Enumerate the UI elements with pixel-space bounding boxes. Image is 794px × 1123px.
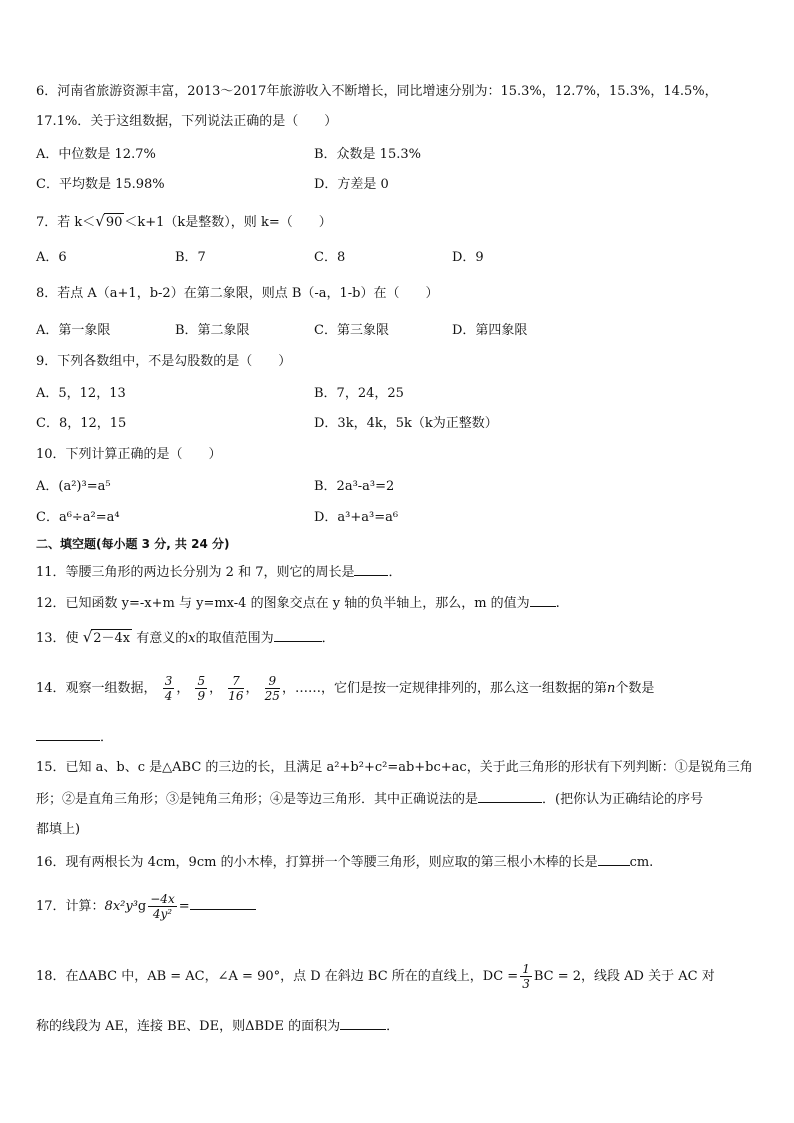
q14-var: n	[606, 681, 616, 696]
frac-numerator: 1	[522, 962, 530, 976]
q7-option-a: A．6	[36, 250, 67, 265]
q9-option-d: D．3k，4k，5k（k为正整数）	[314, 416, 498, 431]
q17	[36, 888, 256, 926]
q9-stem: 9．下列各数组中，不是勾股数的是（ ）	[36, 354, 292, 369]
q13-mid: 有意义的	[136, 631, 189, 646]
frac-denominator: 3	[522, 977, 530, 991]
sqrt-icon: √	[95, 212, 105, 230]
q8-stem: 8．若点 A（a+1，b-2）在第二象限，则点 B（-a，1-b）在（ ）	[36, 286, 439, 301]
q9-option-a: A．5，12，13	[36, 386, 126, 401]
q14-post: ，……，它们是按一定规律排列的，那么这一组数据的第	[281, 681, 607, 696]
answer-blank[interactable]	[530, 594, 556, 607]
answer-blank[interactable]	[340, 1017, 386, 1030]
q7-stem	[36, 212, 332, 232]
sqrt-icon: √	[82, 628, 93, 646]
q14-frac-2	[195, 674, 207, 703]
q14: 14．观察一组数据， $\frac{3}{4}$ ， $\frac{5}{9}$ ， $\frac{7}{16}$ ， $\frac{9}{25}$ ，……，它们是按一定规律排列的，那么这一组数据的第n个数是	[36, 674, 655, 703]
q14-frac-4	[265, 674, 280, 703]
q17-eq: =	[178, 899, 190, 914]
q13	[36, 628, 335, 648]
q6-option-d: D．方差是 0	[314, 177, 389, 192]
frac-numerator: 7	[228, 674, 243, 689]
q14-frac-3	[228, 674, 243, 703]
frac-denominator: 25	[264, 689, 280, 703]
q10-option-c: C．a⁶÷a²=a⁴	[36, 510, 120, 525]
q18-end: ．	[386, 1019, 400, 1034]
q7-post: ＜k+1（k是整数），则 k=（ ）	[124, 215, 332, 230]
q15-line2	[36, 790, 703, 809]
q8-option-c: C．第三象限	[314, 323, 389, 338]
q18-line1	[36, 958, 715, 996]
q18-line1-pre: 18．在ΔABC 中，AB = AC，∠A = 90°，点 D 在斜边 BC 所在的直线上，DC =	[36, 969, 519, 984]
q18-frac	[520, 962, 532, 991]
q6-option-a: A．中位数是 12.7%	[36, 147, 156, 162]
q7-radicand: 90	[105, 215, 123, 230]
q11-end: ．	[388, 565, 402, 580]
q15-line3: 都填上)	[36, 822, 81, 837]
q17-expr: 8x²y³	[104, 899, 138, 914]
q10-option-b: B．2a³-a³=2	[314, 479, 395, 494]
q14-frac-1	[163, 674, 175, 703]
frac-denominator: 16	[228, 689, 244, 703]
q16-end: cm.	[629, 855, 654, 870]
answer-blank[interactable]	[354, 563, 388, 576]
q9-option-b: B．7，24，25	[314, 386, 404, 401]
q18-line1-post: BC = 2，线段 AD 关于 AC 对	[533, 969, 715, 984]
q6-line2: 17.1%．关于这组数据，下列说法正确的是（ ）	[36, 114, 338, 129]
q17-pre: 17．计算：	[36, 899, 105, 914]
q12-text: 12．已知函数 y=-x+m 与 y=mx-4 的图象交点在 y 轴的负半轴上，那么，m 的值为	[36, 596, 530, 611]
q14-post2: 个数是	[615, 681, 655, 696]
q7-option-b: B．7	[175, 250, 206, 265]
q12-end: .	[555, 596, 560, 611]
q8-option-b: B．第二象限	[175, 323, 250, 338]
q16-text: 16．现有两根长为 4cm，9cm 的小木棒，打算拼一个等腰三角形，则应取的第三根小木棒的长是	[36, 855, 598, 870]
q10-option-a: A．(a²)³=a⁵	[36, 479, 111, 494]
frac-numerator: 5	[197, 674, 206, 688]
section-heading: 二、填空题(每小题 3 分, 共 24 分)	[36, 537, 230, 551]
q10-option-d: D．a³+a³=a⁶	[314, 510, 399, 525]
answer-blank[interactable]	[478, 790, 542, 803]
frac-denominator: 4	[164, 689, 173, 703]
q15-line2-post: ．(把你认为正确结论的序号	[542, 792, 704, 807]
q15-line2-pre: 形；②是直角三角形；③是钝角三角形；④是等边三角形．其中正确说法的是	[36, 792, 479, 807]
q14-end: ．	[100, 730, 114, 745]
q17-frac	[148, 892, 176, 921]
q18-line2	[36, 1017, 399, 1036]
q14-answer-line	[36, 728, 113, 747]
answer-blank[interactable]	[36, 728, 100, 741]
q13-end: ．	[321, 631, 335, 646]
q6-line1: 6．河南省旅游资源丰富，2013～2017年旅游收入不断增长，同比增速分别为：15.3%，12.7%，15.3%，14.5%，	[36, 84, 718, 99]
answer-blank[interactable]	[190, 897, 256, 910]
q13-post: 的取值范围为	[195, 631, 274, 646]
q13-pre: 13．使	[36, 631, 79, 646]
q7-pre: 7．若 k＜	[36, 215, 96, 230]
q17-g: g	[137, 899, 147, 914]
frac-numerator: 3	[164, 674, 173, 688]
q8-option-a: A．第一象限	[36, 323, 111, 338]
q11	[36, 563, 402, 582]
q14-pre: 14．观察一组数据，	[36, 681, 157, 696]
q7-option-c: C．8	[314, 250, 346, 265]
q6-option-b: B．众数是 15.3%	[314, 147, 421, 162]
q13-var: x	[188, 631, 196, 646]
q6-option-c: C．平均数是 15.98%	[36, 177, 165, 192]
q8-option-d: D．第四象限	[452, 323, 528, 338]
q13-radicand: 2－4x	[93, 631, 131, 646]
q11-text: 11．等腰三角形的两边长分别为 2 和 7，则它的周长是	[36, 565, 355, 580]
q10-stem: 10．下列计算正确的是（ ）	[36, 447, 222, 462]
frac-numerator: −4x	[150, 892, 175, 906]
q15-line1: 15．已知 a、b、c 是△ABC 的三边的长，且满足 a²+b²+c²=ab+bc+ac，关于此三角形的形状有下列判断：①是锐角三角	[36, 760, 753, 775]
frac-numerator: 9	[265, 674, 280, 689]
q12	[36, 594, 560, 613]
q16	[36, 853, 653, 872]
q18-line2-text: 称的线段为 AE，连接 BE、DE，则ΔBDE 的面积为	[36, 1019, 341, 1034]
answer-blank[interactable]	[274, 629, 322, 642]
frac-denominator: 4y²	[152, 907, 173, 921]
frac-denominator: 9	[197, 689, 206, 703]
q9-option-c: C．8，12，15	[36, 416, 127, 431]
answer-blank[interactable]	[598, 853, 630, 866]
q7-option-d: D．9	[452, 250, 484, 265]
